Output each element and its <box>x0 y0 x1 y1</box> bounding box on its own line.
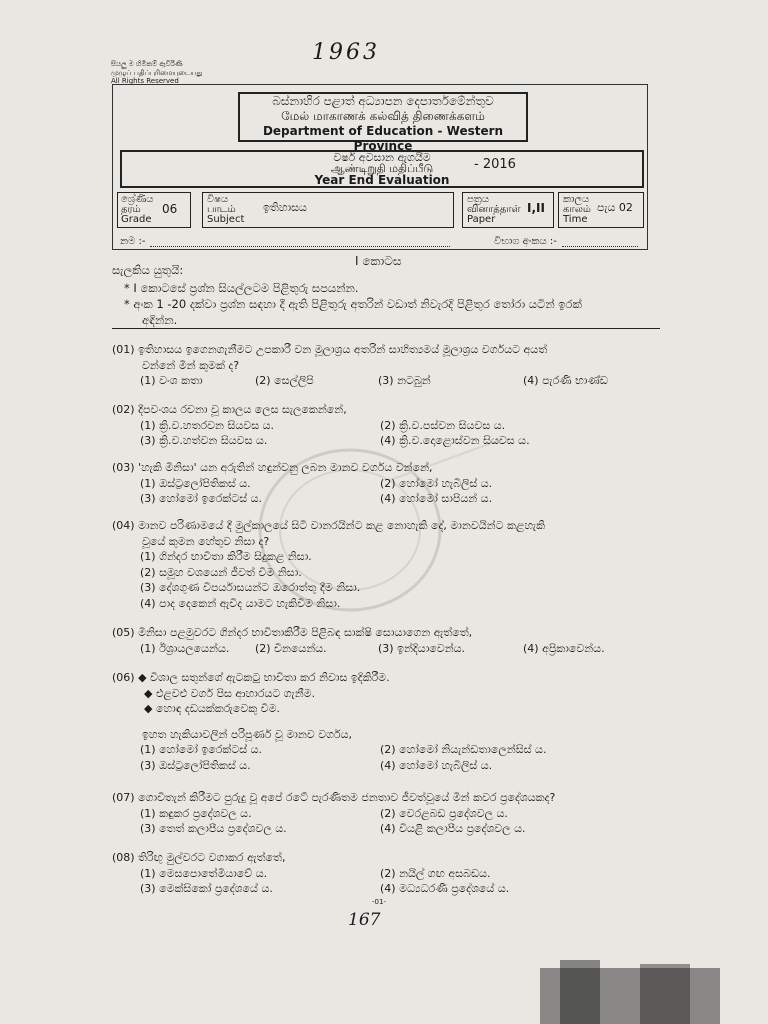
department-sinhala: බස්නාහිර පළාත් අධ්‍යාපන දෙපාර්තමේන්තුව <box>272 94 494 108</box>
time-cell <box>558 192 644 228</box>
subject-cell <box>202 192 454 228</box>
question-number: (02) <box>112 403 135 416</box>
question-01 <box>112 342 672 389</box>
option: (2) සෙල්ලිපි <box>255 374 314 387</box>
document-code: 1963 <box>312 40 380 65</box>
option: (3) ඔස්ට්‍රලෝපිතිකස් ය. <box>140 758 251 772</box>
option: (2) හෝමෝ නියැන්ඩතාලෙන්සිස් ය. <box>380 743 547 756</box>
question-stem: 'හැකි මිනිසා' යන අරුතින් හඳුන්වනු ලබන මානව වර්ගය වන්නේ, <box>138 461 433 474</box>
question-05 <box>112 625 672 656</box>
option: (1) ක්‍රි.ව.හතරවන සියවස ය. <box>140 418 275 432</box>
instructions-heading: සැලකිය යුතුයි: <box>112 263 184 277</box>
paper-cell <box>462 192 554 228</box>
instruction-continuation: අඳින්න. <box>142 313 178 327</box>
option: (2) චීනයෙන්ය. <box>255 641 327 655</box>
question-number: (07) <box>112 791 135 804</box>
option: (4) හෝමෝ හැබිලිස් ය. <box>380 758 493 772</box>
question-04 <box>112 518 672 611</box>
grade-cell <box>117 192 191 228</box>
option: (4) වියළි කලාපීය ප්‍රදේශවල ය. <box>380 822 526 835</box>
section-divider <box>112 328 660 329</box>
grade-value: 06 <box>162 202 178 216</box>
option: (3) හෝමෝ ඉරෙක්ටස් ය. <box>140 492 263 505</box>
rights-tamil: முழுப் பதிப்புரிமையுடையது <box>111 68 203 77</box>
name-line <box>150 246 450 247</box>
question-number: (06) <box>112 671 135 684</box>
subject-label-en: Subject <box>207 214 245 225</box>
department-tamil: மேல் மாகாணக் கல்வித் திணைக்களம் <box>281 109 485 123</box>
question-07 <box>112 790 672 837</box>
option: (4) ක්‍රි.ව.දොළොස්වන සියවස ය. <box>380 434 530 447</box>
part-heading: I කොටස <box>355 254 402 268</box>
option: (2) නයිල් ගඟ අසබඩය. <box>380 866 491 880</box>
option: (3) ඉන්දියාවෙන්ය. <box>378 641 466 655</box>
question-number: (03) <box>112 461 135 474</box>
evaluation-tamil: ஆண்டிறுதி மதிப்பீடு <box>330 162 434 175</box>
question-08 <box>112 850 672 897</box>
time-label-en: Time <box>563 214 588 225</box>
time-value: පැය 02 <box>597 201 633 214</box>
index-label: විභාග අංකය :- <box>494 236 557 247</box>
option: (1) හෝමෝ ඉරෙක්ටස් ය. <box>140 743 263 756</box>
index-line <box>562 246 638 247</box>
question-stem: තිරිඟු මුල්වරට වගාකර ඇත්තේ, <box>138 851 286 864</box>
department-box <box>238 92 528 153</box>
question-03 <box>112 460 672 507</box>
name-label: නම :- <box>120 236 146 247</box>
time-label-ta: காலம் <box>563 204 591 215</box>
option: (3) නටබුන් <box>378 374 431 387</box>
department-english: Department of Education - Western Province <box>262 124 504 153</box>
paper-label-ta: வினாத்தாள் <box>467 204 521 215</box>
question-stem: මිනිසා පළමුවරට ගින්දර භාවිතාකිරීම පිළිබඳ සාක්ෂි සොයාගෙන ඇත්තේ, <box>138 626 473 639</box>
question-stem: දීපවංශය රචනා වූ කාලය ලෙස සැලකෙන්නේ, <box>138 403 347 416</box>
question-number: (05) <box>112 626 135 639</box>
paper-value: I,II <box>527 201 545 215</box>
grade-label-si: ශ්‍රේණිය <box>121 194 154 205</box>
grade-label-en: Grade <box>121 214 152 225</box>
evaluation-english: Year End Evaluation <box>314 173 450 187</box>
evaluation-sinhala: වර්ෂ අවසාන ඇගයීම <box>333 151 431 164</box>
paper-label-en: Paper <box>467 214 496 225</box>
option: (2) සමූහ වශයෙන් ජීවත් වීම නිසා. <box>140 565 302 579</box>
option: (1) වංශ කතා <box>140 374 203 387</box>
option: (3) ක්‍රි.ව.හත්වන සියවස ය. <box>140 434 268 447</box>
subject-label-si: විෂය <box>207 194 229 205</box>
page-marker: -01- <box>372 898 386 906</box>
question-stem: ගොවිතැන් කිරීමට පුරුදු වූ අපේ රටේ පැරණිතම ජනතාව ජීවත්වූයේ මින් කවර ප්‍රදේශයකද? <box>138 791 556 804</box>
option: (1) කඳුකර ප්‍රදේශවල ය. <box>140 806 252 820</box>
question-stem-cont: වූයේ කුමන හේතුව නිසා ද? <box>142 534 270 548</box>
option: (3) මෙක්සිකෝ ප්‍රදේශයේ ය. <box>140 882 273 895</box>
subject-label-ta: பாடம் <box>207 204 236 215</box>
question-number: (08) <box>112 851 135 864</box>
rights-english: All Rights Reserved <box>111 77 179 85</box>
instructions <box>112 262 672 328</box>
copyright-notice <box>111 60 203 86</box>
instruction-item: * I කොටසේ ප්‍රශ්න සියල්ලටම පිළිතුරු සපයන්න. <box>124 281 359 295</box>
instruction-item: * අංක 1 -20 දක්වා ප්‍රශ්න සඳහා දී ඇති පිළිතුරු අතරින් වඩාත් නිවැරදි පිළිතුර තෝරා යටින් ඉරක් <box>124 297 582 311</box>
paper-label-si: පත්‍රය <box>467 194 490 205</box>
question-stem: ඉතිහාසය ඉගෙනගැනීමට උපකාරී වන මූලාශ්‍රය අතරින් සාහිත්‍යමය් මූලාශ්‍රය වර්ගයට අයත් <box>138 343 548 356</box>
option: (1) මෙසපොතේමියාවේ ය. <box>140 866 268 880</box>
subject-value: ඉතිහාසය <box>263 201 307 214</box>
question-06 <box>112 670 672 773</box>
option: (2) ක්‍රි.ව.පස්වන සියවස ය. <box>380 418 506 432</box>
option: (2) හෝමෝ හැබිලිස් ය. <box>380 476 493 490</box>
option: (2) වෙරළබඩ ප්‍රදේශවල ය. <box>380 806 508 820</box>
option: (1) ඔස්ට්‍රලෝපිතිකස් ය. <box>140 476 251 490</box>
scan-artifact <box>530 960 730 1024</box>
question-number: (01) <box>112 343 135 356</box>
option: (3) දේශගුණ විපර්යාසයන්ට ඔරොත්තු දීම නිසා. <box>140 581 361 594</box>
grade-label-ta: தரம் <box>121 204 141 215</box>
question-stem: ඉහත හැකියාවලින් පරිපූර්ණ වූ මානව වර්ගය, <box>142 727 353 741</box>
option: (4) හෝමෝ සාපියන් ය. <box>380 492 493 505</box>
option: (1) ගින්දර භාවිතා කිරීම සිදුකළ නිසා. <box>140 550 312 563</box>
bullet-item: ◆ එළවළු වර්ග පිස ආහාරයට ගැනීම. <box>144 686 316 700</box>
option: (4) මධ්‍යධරණී ප්‍රදේශයේ ය. <box>380 882 510 895</box>
question-number: (04) <box>112 519 135 532</box>
option: (3) තෙත් කලාපීය ප්‍රදේශවල ය. <box>140 822 287 835</box>
bullet-item: ◆ විශාල සතුන්ගේ ඇටකටු භාවිතා කර නිවාස ඉදිකිරීම. <box>138 671 390 684</box>
evaluation-year: - 2016 <box>474 157 516 172</box>
bullet-item: ◆ හොඳ දඩයක්කරුවෙකු වීම. <box>144 702 280 715</box>
option: (1) ඊශ්‍රායලයෙන්ය. <box>140 641 230 655</box>
question-stem-cont: වන්නේ මින් කුමක් ද? <box>142 358 240 372</box>
time-label-si: කාලය <box>563 194 590 205</box>
option: (4) අප්‍රිකාවෙන්ය. <box>523 641 605 655</box>
option: (4) පැරණි භාණ්ඩ <box>523 374 608 387</box>
question-stem: මානව පරිණාමයේ දී මුල්කාලයේ සිටි වානරයින්ට කළ නොහැකි දේ, මානවයින්ට කළහැකි <box>138 519 545 532</box>
rights-sinhala: සියලු ම හිමිකම් ඇවිරිණි <box>111 60 183 68</box>
evaluation-box <box>120 150 644 188</box>
question-02 <box>112 402 672 449</box>
page-number: 167 <box>348 910 381 930</box>
option: (4) පාද දෙකෙන් ඇවිද යාමට හැකිවීම නිසා. <box>140 596 341 610</box>
